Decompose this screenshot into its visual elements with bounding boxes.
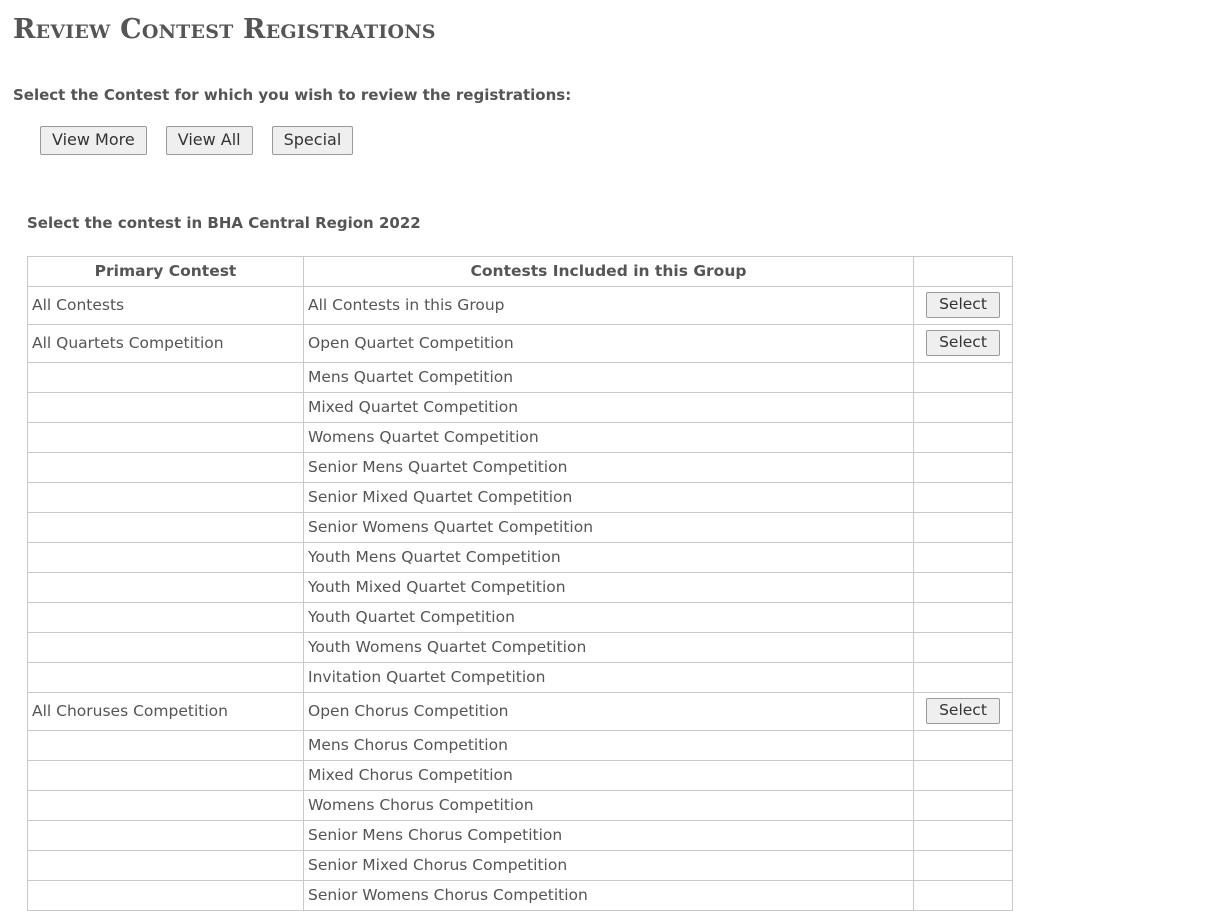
primary-contest-cell: [28, 881, 304, 911]
primary-contest-cell: [28, 791, 304, 821]
table-row: [28, 483, 1013, 513]
table-row: [28, 363, 1013, 393]
primary-contest-cell: [28, 483, 304, 513]
primary-contest-cell: [28, 633, 304, 663]
select-cell: [914, 325, 1013, 363]
select-cell: [914, 573, 1013, 603]
table-row: [28, 663, 1013, 693]
primary-contest-cell: [28, 663, 304, 693]
page-title: Review Contest Registrations: [13, 14, 436, 45]
included-contest-cell: Senior Womens Chorus Competition: [304, 881, 914, 911]
primary-contest-cell: [28, 761, 304, 791]
primary-contest-cell: [28, 453, 304, 483]
primary-contest-cell: [28, 543, 304, 573]
included-contest-cell: Womens Chorus Competition: [304, 791, 914, 821]
table-row: [28, 633, 1013, 663]
included-contest-cell: Invitation Quartet Competition: [304, 663, 914, 693]
primary-contest-cell: [28, 513, 304, 543]
primary-contest-cell: [28, 603, 304, 633]
table-row: [28, 731, 1013, 761]
column-header-select: [914, 256, 1013, 286]
table-row: [28, 543, 1013, 573]
included-contest-cell: Youth Mens Quartet Competition: [304, 543, 914, 573]
table-row: [28, 791, 1013, 821]
select-cell: [914, 393, 1013, 423]
column-header-contests-included: Contests Included in this Group: [304, 256, 914, 286]
table-row: [28, 821, 1013, 851]
primary-contest-cell: [28, 573, 304, 603]
included-contest-cell: Mixed Quartet Competition: [304, 393, 914, 423]
select-cell: [914, 663, 1013, 693]
included-contest-cell: Youth Mixed Quartet Competition: [304, 573, 914, 603]
select-cell: [914, 603, 1013, 633]
table-row: [28, 286, 1013, 324]
included-contest-cell: Senior Mixed Quartet Competition: [304, 483, 914, 513]
contest-table: [27, 256, 1013, 911]
primary-contest-cell: All Choruses Competition: [28, 693, 304, 731]
view-more-button[interactable]: View More: [40, 126, 147, 155]
instruction-text: Select the Contest for which you wish to review the registrations:: [13, 86, 572, 105]
included-contest-cell: Senior Mens Chorus Competition: [304, 821, 914, 851]
select-button[interactable]: Select: [926, 292, 1000, 318]
included-contest-cell: Open Chorus Competition: [304, 693, 914, 731]
select-cell: [914, 363, 1013, 393]
table-row: [28, 423, 1013, 453]
select-cell: [914, 423, 1013, 453]
primary-contest-cell: All Quartets Competition: [28, 325, 304, 363]
select-button[interactable]: Select: [926, 330, 1000, 356]
primary-contest-cell: [28, 821, 304, 851]
special-button[interactable]: Special: [272, 126, 354, 155]
select-cell: [914, 286, 1013, 324]
primary-contest-cell: [28, 393, 304, 423]
column-header-primary-contest: Primary Contest: [28, 256, 304, 286]
select-cell: [914, 483, 1013, 513]
included-contest-cell: Open Quartet Competition: [304, 325, 914, 363]
table-row: [28, 693, 1013, 731]
select-cell: [914, 851, 1013, 881]
select-cell: [914, 693, 1013, 731]
primary-contest-cell: [28, 851, 304, 881]
table-row: [28, 603, 1013, 633]
table-row: [28, 325, 1013, 363]
table-body: [28, 286, 1013, 910]
primary-contest-cell: [28, 363, 304, 393]
included-contest-cell: Youth Womens Quartet Competition: [304, 633, 914, 663]
table-row: [28, 851, 1013, 881]
included-contest-cell: Mens Chorus Competition: [304, 731, 914, 761]
select-cell: [914, 633, 1013, 663]
included-contest-cell: Senior Mixed Chorus Competition: [304, 851, 914, 881]
select-cell: [914, 731, 1013, 761]
primary-contest-cell: [28, 423, 304, 453]
select-cell: [914, 453, 1013, 483]
included-contest-cell: All Contests in this Group: [304, 286, 914, 324]
select-button[interactable]: Select: [926, 698, 1000, 724]
table-header: [28, 256, 1013, 286]
select-cell: [914, 881, 1013, 911]
view-button-group: [40, 126, 1212, 155]
select-cell: [914, 513, 1013, 543]
included-contest-cell: Mixed Chorus Competition: [304, 761, 914, 791]
table-row: [28, 393, 1013, 423]
select-cell: [914, 821, 1013, 851]
included-contest-cell: Mens Quartet Competition: [304, 363, 914, 393]
contest-group-subheading: Select the contest in BHA Central Region 2022: [27, 213, 421, 232]
table-row: [28, 761, 1013, 791]
select-cell: [914, 791, 1013, 821]
primary-contest-cell: All Contests: [28, 286, 304, 324]
table-row: [28, 881, 1013, 911]
table-row: [28, 453, 1013, 483]
table-header-row: [28, 256, 1013, 286]
included-contest-cell: Senior Womens Quartet Competition: [304, 513, 914, 543]
included-contest-cell: Womens Quartet Competition: [304, 423, 914, 453]
primary-contest-cell: [28, 731, 304, 761]
table-row: [28, 573, 1013, 603]
select-cell: [914, 761, 1013, 791]
table-row: [28, 513, 1013, 543]
included-contest-cell: Youth Quartet Competition: [304, 603, 914, 633]
view-all-button[interactable]: View All: [166, 126, 253, 155]
select-cell: [914, 543, 1013, 573]
included-contest-cell: Senior Mens Quartet Competition: [304, 453, 914, 483]
